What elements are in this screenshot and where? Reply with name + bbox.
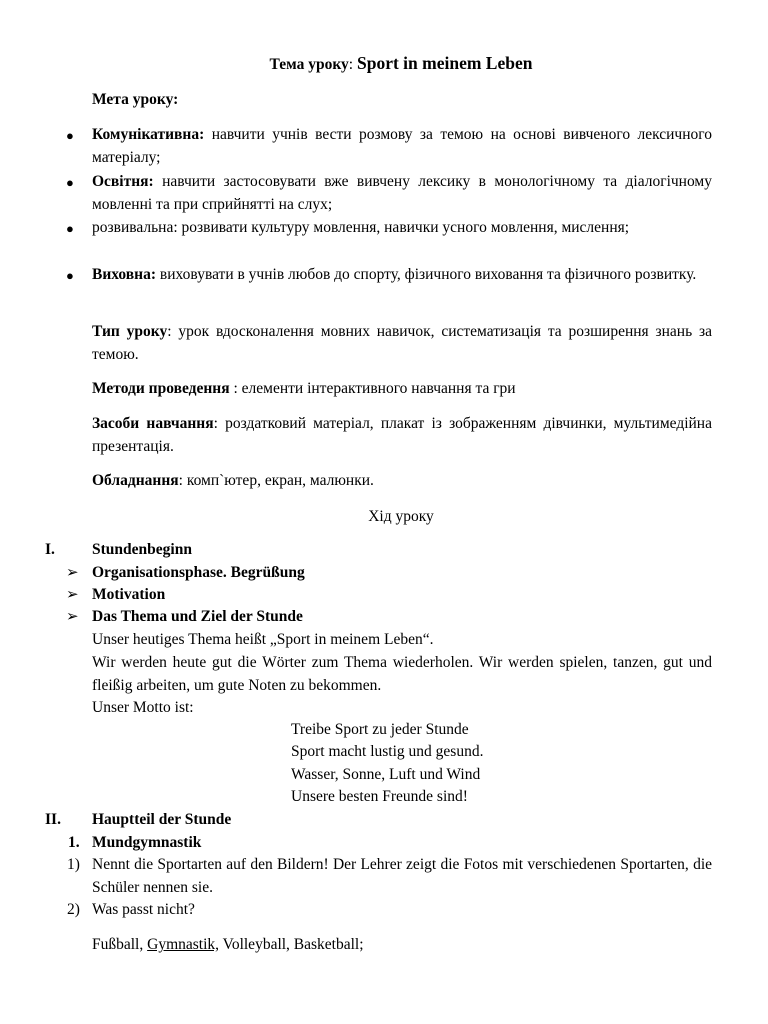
bullet-icon: ●: [66, 128, 74, 143]
methods-text: : елементи інтерактивного навчання та гри: [229, 380, 516, 397]
goal-text: навчити учнів вести розмову за темою на основі вивченого лексичного матеріалу;: [92, 126, 712, 166]
word-list: [92, 934, 364, 957]
goal-text: розвивальна: розвивати культуру мовлення, навички усного мовлення, мислення;: [92, 219, 630, 236]
motto-label: Unser Motto ist:: [92, 699, 194, 716]
goal-label: Освітня:: [92, 173, 154, 190]
arrow-bullet-icon: ➢: [66, 565, 79, 581]
lesson-type: [92, 321, 712, 366]
lesson-methods: [92, 378, 712, 401]
poem-line: Sport macht lustig und gesund.: [291, 743, 484, 760]
methods-label: Методи проведення: [92, 380, 230, 397]
equipment-text: : комп`ютер, екран, малюнки.: [178, 472, 374, 489]
subsection-title: Mundgymnastik: [92, 834, 202, 851]
goal-item: [92, 217, 712, 240]
subsection-number: 1.: [68, 834, 80, 851]
arrow-item: Das Thema und Ziel der Stunde: [92, 608, 303, 625]
goal-label: Комунікативна:: [92, 126, 205, 143]
arrow-bullet-icon: ➢: [66, 609, 79, 625]
arrow-item: Motivation: [92, 586, 166, 603]
topic-separator: :: [348, 56, 357, 73]
bullet-icon: ●: [66, 268, 74, 283]
poem-line: Wasser, Sonne, Luft und Wind: [291, 766, 481, 783]
section-title: Hauptteil der Stunde: [92, 811, 232, 828]
arrow-item: Organisationsphase. Begrüßung: [92, 564, 305, 581]
word-item: Fußball,: [92, 936, 148, 953]
course-heading: Хід уроку: [368, 508, 434, 525]
lesson-type-text: : урок вдосконалення мовних навичок, систематизація та розширення знань за темою.: [92, 323, 712, 363]
topic-label: Тема уроку: [269, 56, 349, 73]
bullet-icon: ●: [66, 175, 74, 190]
means-text: : роздатковий матеріал, плакат із зображенням дівчинки, мультимедійна презентація.: [92, 415, 712, 455]
task-number: 1): [67, 856, 80, 873]
goal-item: [92, 124, 712, 169]
goal-item: [92, 264, 712, 287]
arrow-bullet-icon: ➢: [66, 587, 79, 603]
word-item-underlined: Gymnastik,: [147, 936, 220, 953]
goal-label: Виховна:: [92, 266, 157, 283]
goals-heading: Мета уроку:: [92, 91, 179, 108]
poem-line: Treibe Sport zu jeder Stunde: [291, 721, 469, 738]
theme-line: Unser heutiges Thema heißt „Sport in meinem Leben“.: [92, 631, 434, 648]
section-number: II.: [45, 811, 61, 828]
means-label: Засоби навчання: [92, 415, 214, 432]
topic-value: Sport in meinem Leben: [356, 53, 533, 73]
lesson-equipment: [92, 470, 712, 493]
task-text: Nennt die Sportarten auf den Bildern! Der Lehrer zeigt die Fotos mit verschiedenen Sportarten, die Schüler nennen sie.: [92, 856, 712, 896]
goal-item: [92, 171, 712, 216]
poem-line: Unsere besten Freunde sind!: [291, 788, 468, 805]
goal-text: навчити застосовувати вже вивчену лексику в монологічному та діалогічному мовленні та при сприйнятті на слух;: [92, 173, 712, 213]
bullet-icon: ●: [66, 221, 74, 236]
section-title: Stundenbeginn: [92, 541, 192, 558]
lesson-topic: [0, 52, 768, 77]
plan-paragraph: Wir werden heute gut die Wörter zum Thema wiederholen. Wir werden spielen, tanzen, gut und fleißig arbeiten, um gute Noten zu bekommen.: [92, 654, 712, 694]
equipment-label: Обладнання: [92, 472, 179, 489]
section-number: I.: [45, 541, 55, 558]
lesson-type-label: Тип уроку: [92, 323, 168, 340]
goal-text: виховувати в учнів любов до спорту, фізичного виховання та фізичного розвитку.: [156, 266, 697, 283]
lesson-means: [92, 413, 712, 458]
task-number: 2): [67, 901, 80, 918]
task-text: Was passt nicht?: [92, 901, 195, 918]
word-item: Volleyball, Basketball;: [219, 936, 364, 953]
